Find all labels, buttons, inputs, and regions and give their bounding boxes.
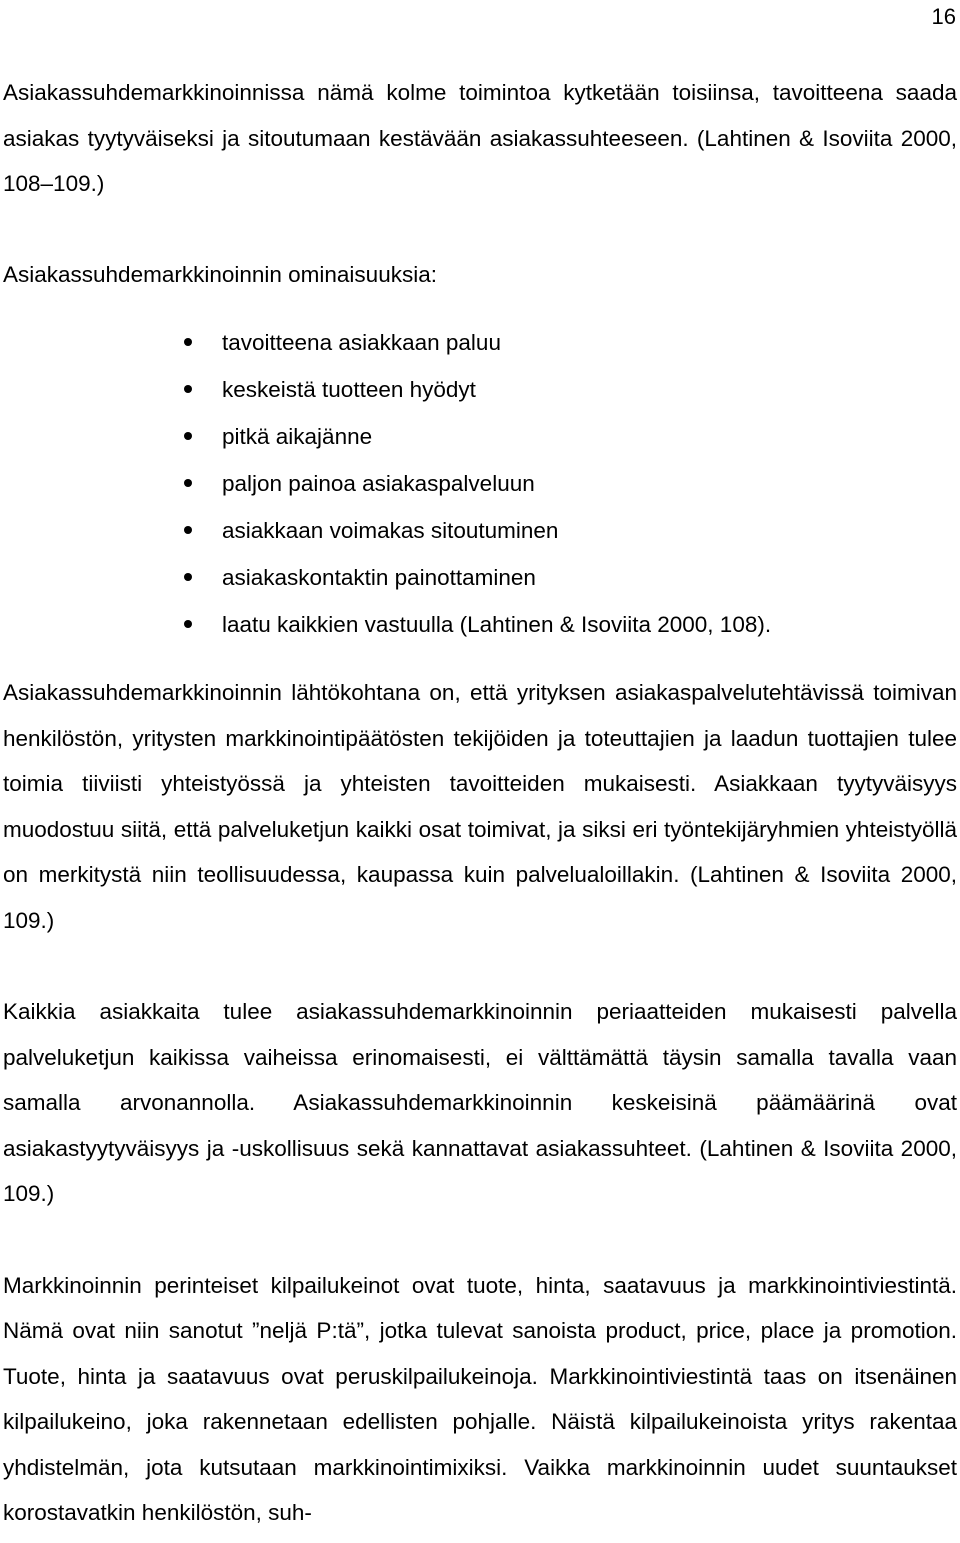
features-list xyxy=(3,319,957,648)
bullet-icon xyxy=(184,479,192,487)
list-item xyxy=(3,554,957,601)
bullet-icon xyxy=(184,432,192,440)
list-item xyxy=(3,460,957,507)
list-item-text: laatu kaikkien vastuulla (Lahtinen & Isoviita 2000, 108). xyxy=(222,612,772,637)
spacer xyxy=(3,1217,957,1263)
document-body xyxy=(3,70,957,1536)
paragraph-starting-point: Asiakassuhdemarkkinoinnin lähtökohtana on, että yrityksen asiakaspalvelutehtävissä toimivan henkilöstön, yritysten markkinointipäätösten tekijöiden ja toteuttajien ja laadun tuottajien tulee toimia tiiviisti yhteistyössä ja yhteisten tavoitteiden mukaisesti. Asiakkaan tyytyväisyys muodostuu siitä, että palveluketjun kaikki osat toimivat, ja siksi eri työntekijäryhmien yhteistyöllä on merkitystä niin teollisuudessa, kaupassa kuin palvelualoillakin. (Lahtinen & Isoviita 2000, 109.) xyxy=(3,680,957,933)
spacer xyxy=(3,943,957,989)
list-item xyxy=(3,366,957,413)
spacer xyxy=(3,648,957,670)
list-item xyxy=(3,507,957,554)
list-item xyxy=(3,601,957,648)
spacer xyxy=(3,207,957,252)
spacer xyxy=(3,297,957,319)
list-item-text: tavoitteena asiakkaan paluu xyxy=(222,330,501,355)
list-item xyxy=(3,413,957,460)
bullet-icon xyxy=(184,526,192,534)
list-item-text: paljon painoa asiakaspalveluun xyxy=(222,471,535,496)
bullet-icon xyxy=(184,338,192,346)
list-item-text: asiakaskontaktin painottaminen xyxy=(222,565,536,590)
paragraph-marketing-mix: Markkinoinnin perinteiset kilpailukeinot ovat tuote, hinta, saatavuus ja markkinointiviestintä. Nämä ovat niin sanotut ”neljä P:tä”, jotka tulevat sanoista product, price, place ja promotion. Tuote, hinta ja saatavuus ovat peruskilpailukeinoja. Markkinointiviestintä taas on itsenäinen kilpailukeino, joka rakennetaan edellisten pohjalle. Näistä kilpailukeinoista yritys rakentaa yhdistelmän, jota kutsutaan markkinointimixiksi. Vaikka markkinoinnin uudet suuntaukset korostavatkin henkilöstön, suh- xyxy=(3,1272,957,1525)
bullet-icon xyxy=(184,573,192,581)
paragraph-list-heading: Asiakassuhdemarkkinoinnin ominaisuuksia: xyxy=(3,261,437,287)
paragraph-intro: Asiakassuhdemarkkinoinnissa nämä kolme toimintoa kytketään toisiinsa, tavoitteena saada asiakas tyytyväiseksi ja sitoutumaan kestävään asiakassuhteeseen. (Lahtinen & Isoviita 2000, 108–109.) xyxy=(3,80,957,196)
paragraph-all-customers: Kaikkia asiakkaita tulee asiakassuhdemarkkinoinnin periaatteiden mukaisesti palvella palveluketjun kaikissa vaiheissa erinomaisesti, ei välttämättä täysin samalla tavalla vaan samalla arvonannolla. Asiakassuhdemarkkinoinnin keskeisinä päämäärinä ovat asiakastyytyväisyys ja -uskollisuus sekä kannattavat asiakassuhteet. (Lahtinen & Isoviita 2000, 109.) xyxy=(3,999,957,1206)
list-item xyxy=(3,319,957,366)
list-item-text: asiakkaan voimakas sitoutuminen xyxy=(222,518,559,543)
page-number: 16 xyxy=(931,4,956,29)
list-item-text: keskeistä tuotteen hyödyt xyxy=(222,377,476,402)
bullet-icon xyxy=(184,620,192,628)
bullet-icon xyxy=(184,385,192,393)
list-item-text: pitkä aikajänne xyxy=(222,424,373,449)
